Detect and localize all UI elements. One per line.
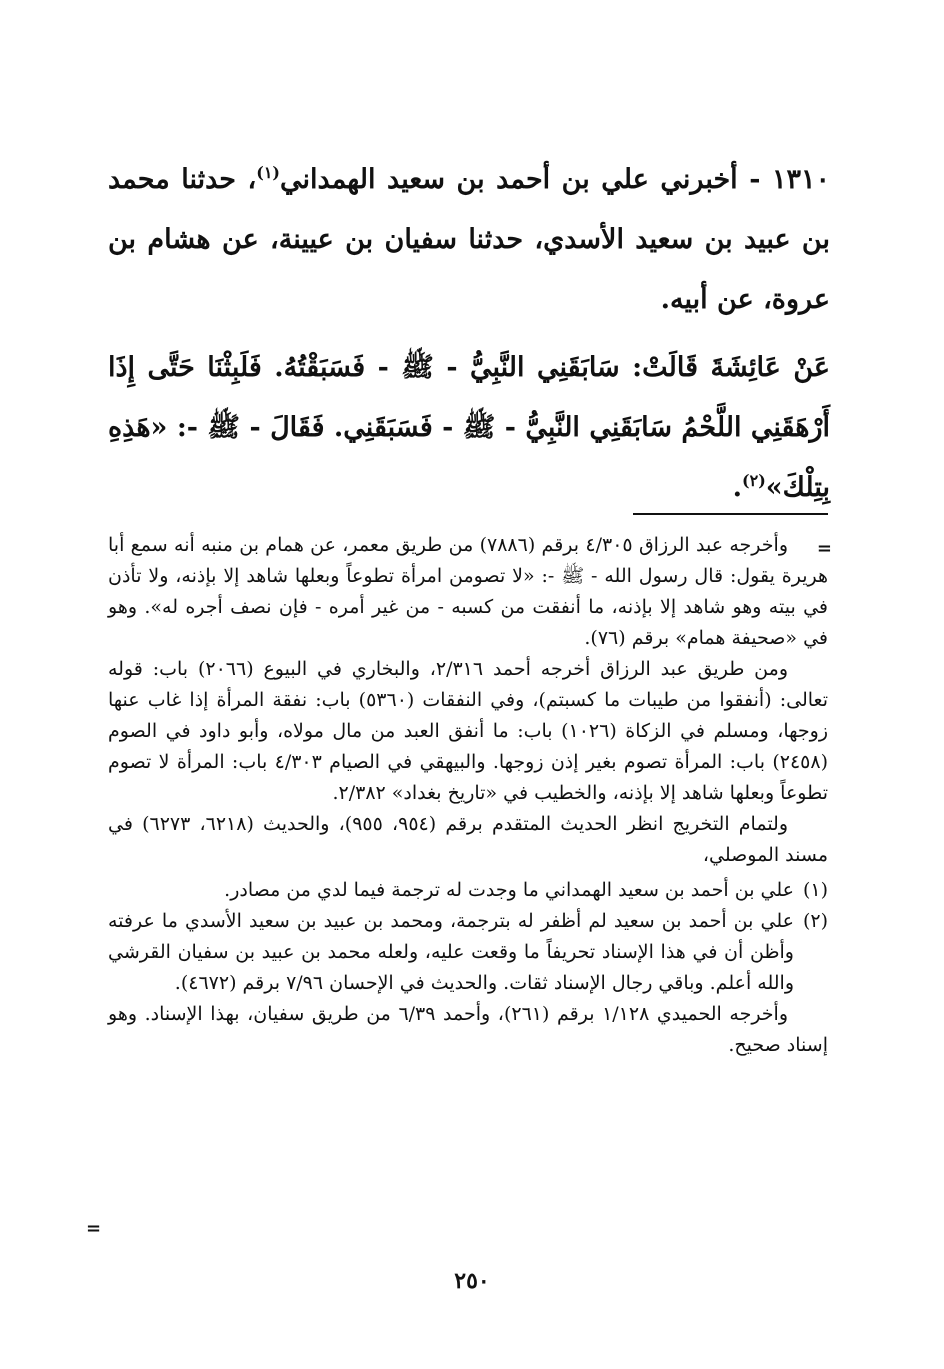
note-paragraph-2: ومن طريق عبد الرزاق أخرجه أحمد ٢/٣١٦، والبخاري في البيوع (٢٠٦٦) باب: قوله تعالى: (أنفقوا من طيبات ما كسبتم)، وفي النفقات (٥٣٦٠) باب: نفقة المرأة إذا غاب عنها زوجها، ومسلم في الزكاة (١٠٢٦) باب: ما أنفق العبد من مال مولاه، وأبو داود في الصوم (٢٤٥٨) باب: المرأة تصوم بغير إذن زوجها. والبيهقي في الصيام ٤/٣٠٣ باب: المرأة لا تصوم تطوعاً وبعلها شاهد إلا بإذنه، والخطيب في «تاريخ بغداد» ٢/٣٨٢. (108, 658, 829, 804)
continues-mark: = (86, 1218, 102, 1239)
page-number: ٢٥٠ (454, 1268, 490, 1294)
matn-text: عَنْ عَائِشَةَ قَالَتْ: سَابَقَنِي النَّبِيُّ - ﷺ - فَسَبَقْتُهُ. فَلَبِثْنَا حَتَّى إِذَا أَرْهَقَنِي اللَّحْمُ سَابَقَنِي النَّبِيُّ - ﷺ - فَسَبَقَنِي. فَقَالَ - ﷺ -: «هَذِهِ بِتِلْكَ» (108, 352, 830, 503)
matn-end: . (732, 472, 743, 503)
footnote-1-text: علي بن أحمد بن سعيد الهمداني ما وجدت له ترجمة فيما لدي من مصادر. (224, 879, 794, 901)
footnote-2-text: علي بن أحمد بن سعيد لم أظفر له بترجمة، ومحمد بن عبيد بن سعيد الأسدي ما عرفته وأظن أن في هذا الإسناد تحريفاً ما وقعت عليه، ولعله محمد بن عبيد بن سفيان القرشي والله أعلم. وباقي رجال الإسناد ثقات. والحديث في الإحسان ٧/٩٦ برقم (٤٦٧٢). (108, 910, 794, 994)
footnote-1-number: (١) (802, 879, 828, 901)
main-text (108, 150, 830, 518)
footnote-divider (633, 513, 828, 515)
footnote-2-number: (٢) (802, 910, 828, 932)
isnad-text-1: - أخبرني علي بن أحمد بن سعيد الهمداني (280, 164, 761, 195)
footnotes (108, 530, 828, 1061)
note-paragraph-3: ولتمام التخريج انظر الحديث المتقدم برقم (٩٥٤، ٩٥٥)، والحديث (٦٢١٨، ٦٢٧٣) في مسند الموصلي، (108, 813, 828, 866)
footnote-2 (108, 906, 828, 999)
isnad-paragraph (108, 150, 830, 330)
matn-paragraph (108, 338, 830, 518)
note-paragraph-4: وأخرجه الحميدي ١/١٢٨ برقم (٢٦١)، وأحمد ٦/٣٩ من طريق سفيان، بهذا الإسناد. وهو إسناد صحيح. (108, 1003, 828, 1056)
note-paragraph-1: وأخرجه عبد الرزاق ٤/٣٠٥ برقم (٧٨٨٦) من طريق معمر، عن همام بن منبه أنه سمع أبا هريرة يقول: قال رسول الله - ﷺ -: «لا تصومن امرأة تطوعاً وبعلها شاهد إلا بإذنه، ولا تأذن في بيته وهو شاهد إلا بإذنه، ما أنفقت من كسبه - من غير أمره - فإن نصف أجره له». وهو في «صحيفة همام» برقم (٧٦). (108, 534, 828, 649)
footnote-ref-1: (١) (256, 163, 280, 182)
isnad-text-2: ، حدثنا محمد بن عبيد بن سعيد الأسدي، حدثنا سفيان بن عيينة، عن هشام بن عروة، عن أبيه. (108, 164, 830, 315)
footnote-1 (108, 875, 828, 906)
entry-number: ١٣١٠ (771, 164, 830, 195)
continued-mark: = (816, 538, 832, 559)
footnote-ref-2: (٢) (742, 471, 766, 490)
